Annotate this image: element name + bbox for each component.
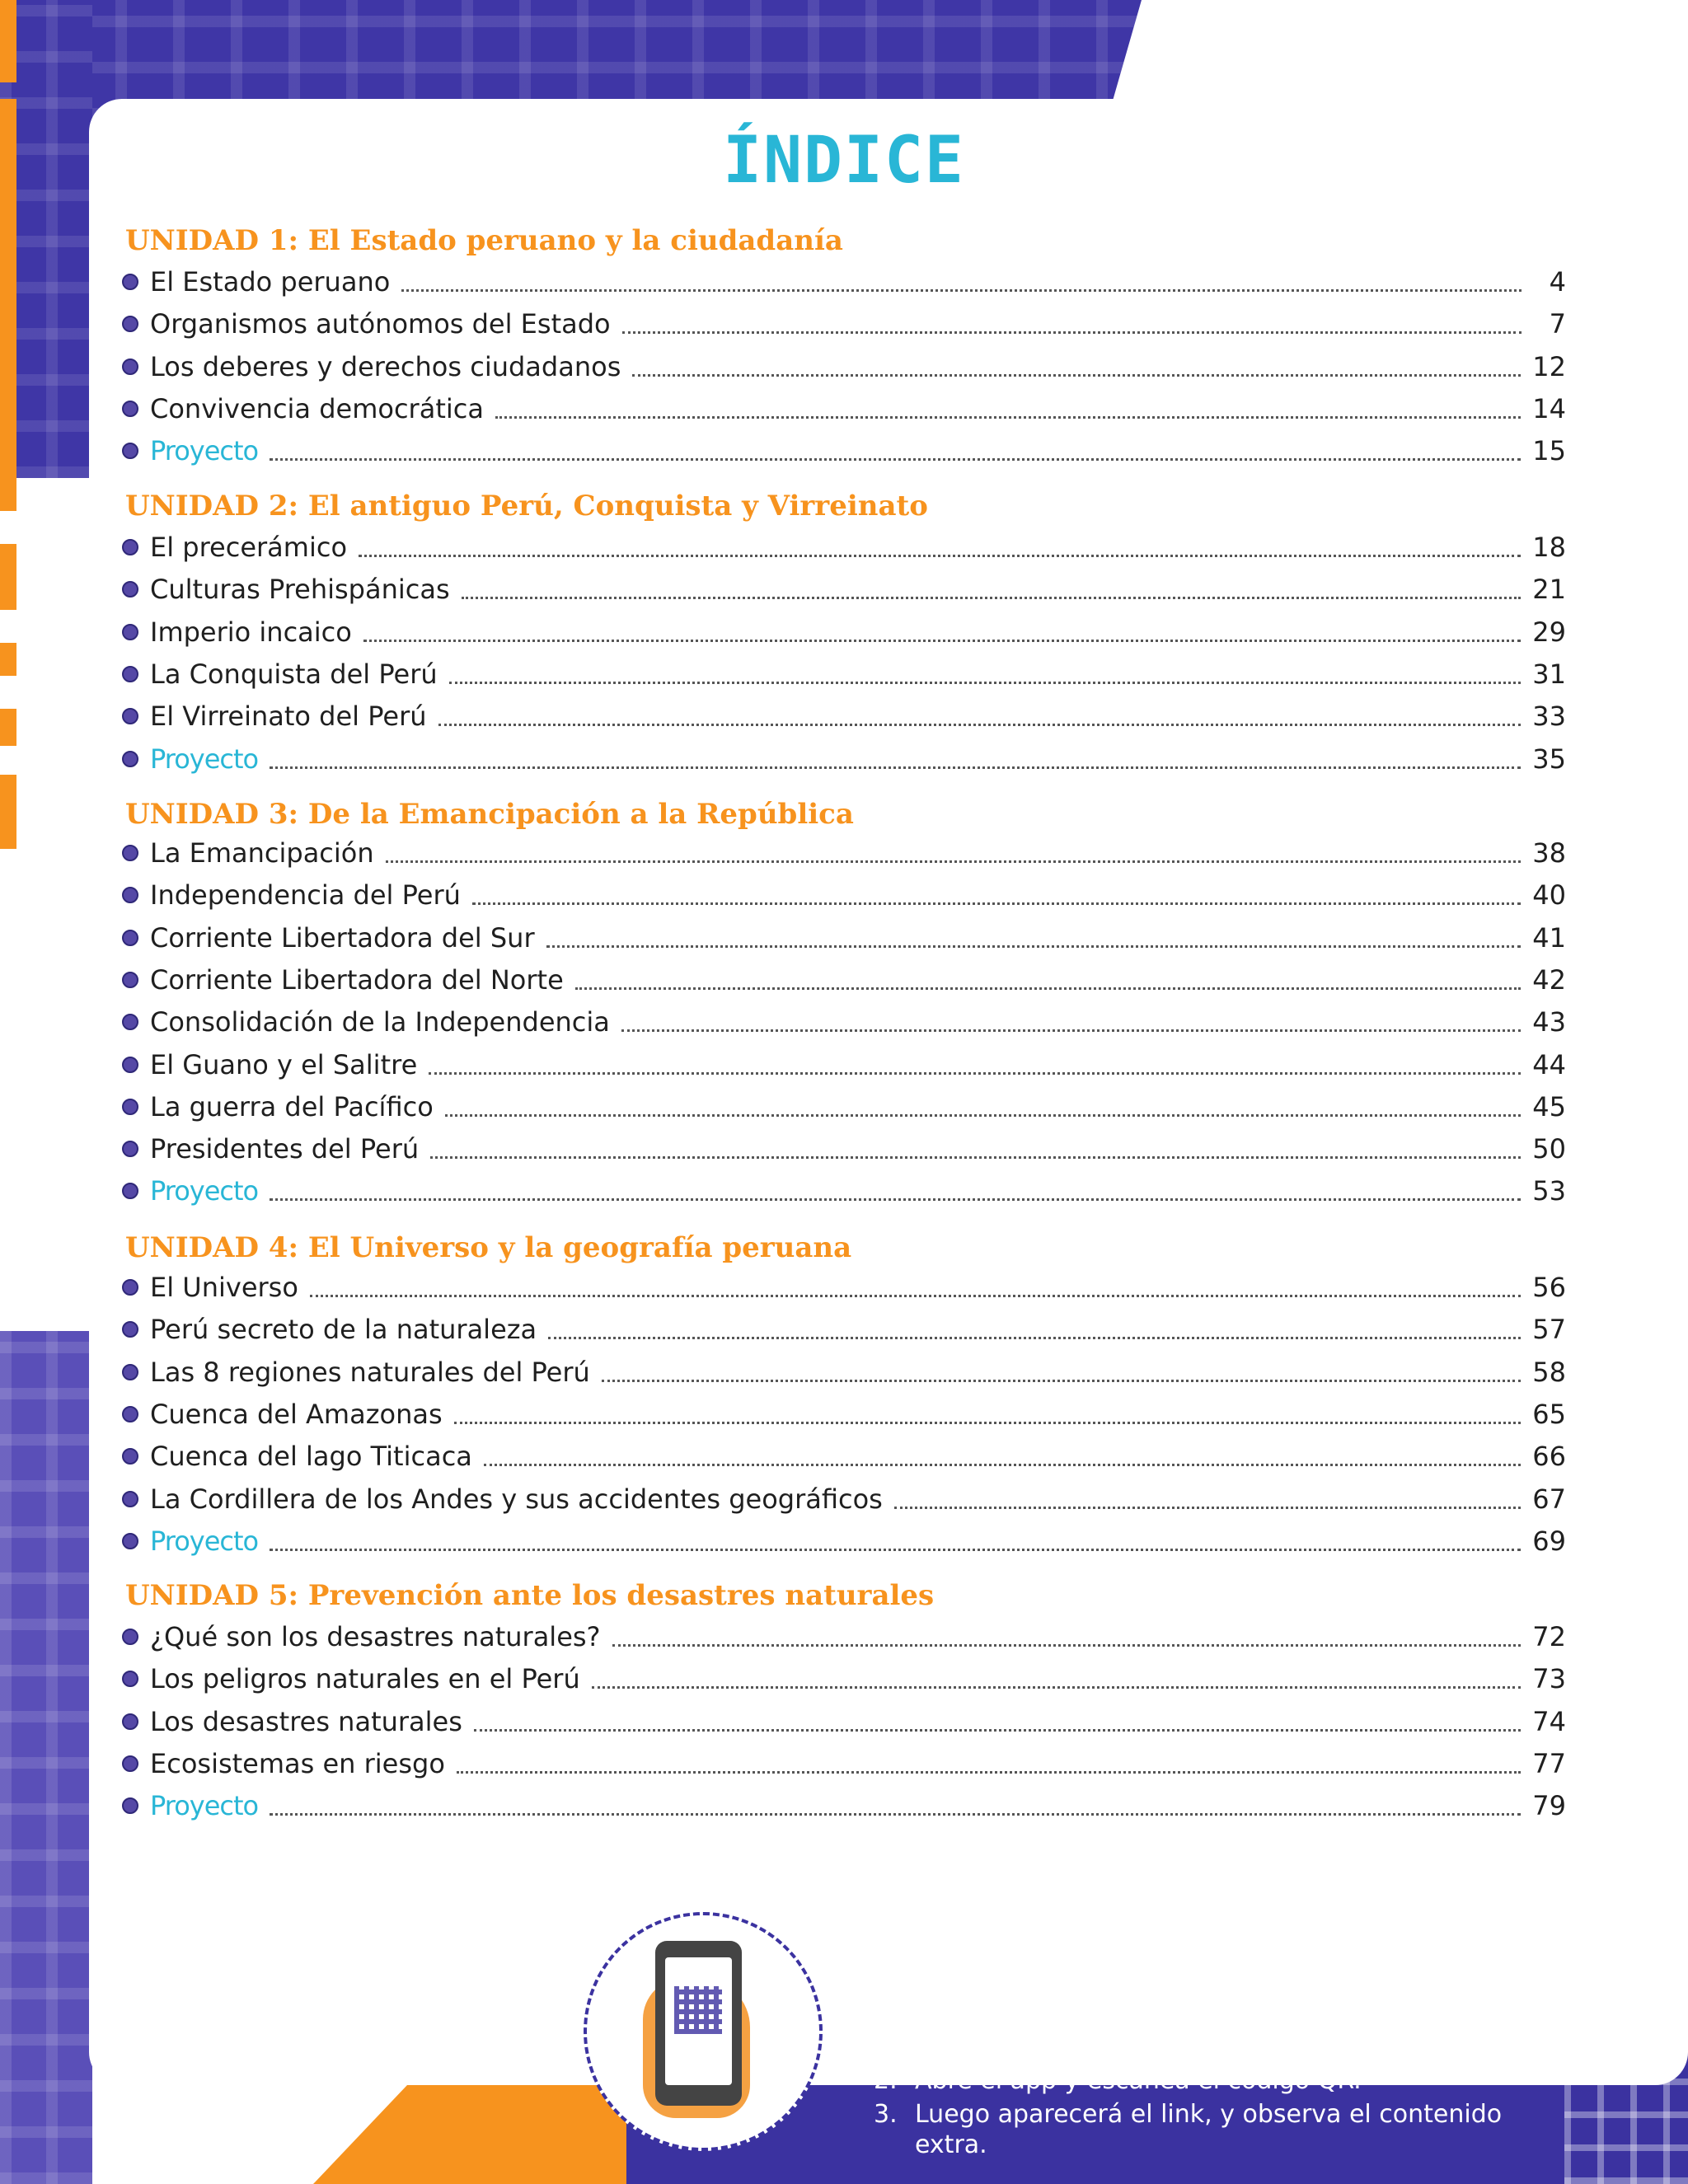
- toc-entry[interactable]: [122, 1354, 1566, 1390]
- toc-entry[interactable]: [122, 1619, 1566, 1655]
- circle-bullet-icon: [122, 1183, 138, 1199]
- toc-entry-page: 58: [1532, 1357, 1566, 1388]
- circle-bullet-icon: [122, 972, 138, 988]
- toc-entry-label: Corriente Libertadora del Norte: [150, 964, 564, 996]
- circle-bullet-icon: [122, 1014, 138, 1030]
- toc-entry-label: Cuenca del lago Titicaca: [150, 1441, 472, 1472]
- circle-bullet-icon: [122, 1364, 138, 1380]
- toc-entry-page: 4: [1549, 266, 1566, 298]
- circle-bullet-icon: [122, 539, 138, 555]
- toc-entry-page: 35: [1532, 743, 1566, 775]
- toc-entry[interactable]: [122, 877, 1566, 913]
- toc-entry-page: 50: [1532, 1133, 1566, 1165]
- circle-bullet-icon: [122, 1321, 138, 1338]
- dot-leader: [484, 1464, 1521, 1466]
- dot-leader: [445, 1114, 1522, 1117]
- dot-leader: [612, 1644, 1522, 1647]
- dot-leader: [575, 987, 1522, 990]
- toc-entry[interactable]: [122, 1269, 1566, 1305]
- dot-leader: [430, 1156, 1521, 1159]
- unit-title: UNIDAD 1: El Estado peruano y la ciudadanía: [125, 224, 843, 257]
- circle-bullet-icon: [122, 1491, 138, 1507]
- dot-leader: [429, 1072, 1521, 1075]
- circle-bullet-icon: [122, 666, 138, 682]
- toc-entry[interactable]: [122, 741, 1566, 777]
- dot-leader: [621, 1029, 1521, 1032]
- toc-entry[interactable]: [122, 920, 1566, 956]
- dot-leader: [270, 1549, 1521, 1551]
- toc-entry[interactable]: [122, 1661, 1566, 1697]
- toc-entry-page: 53: [1532, 1175, 1566, 1207]
- toc-entry-page: 69: [1532, 1526, 1566, 1557]
- toc-entry-label: Presidentes del Perú: [150, 1133, 420, 1165]
- toc-entry-page: 33: [1532, 701, 1566, 732]
- orange-strip: [0, 643, 16, 676]
- toc-entry[interactable]: [122, 698, 1566, 734]
- toc-entry-page: 77: [1532, 1748, 1566, 1779]
- dot-leader: [602, 1380, 1521, 1382]
- toc-entry-page: 66: [1532, 1441, 1566, 1472]
- orange-strip: [0, 544, 16, 610]
- toc-entry-page: 31: [1532, 658, 1566, 690]
- toc-entry-page: 21: [1532, 574, 1566, 605]
- toc-entry-label: La Conquista del Perú: [150, 658, 438, 690]
- dot-leader: [401, 289, 1522, 292]
- toc-entry-page: 65: [1532, 1399, 1566, 1430]
- dot-leader: [622, 331, 1522, 334]
- toc-entry-label: Ecosistemas en riesgo: [150, 1748, 445, 1779]
- toc-entry-label: Cuenca del Amazonas: [150, 1399, 443, 1430]
- toc-entry[interactable]: [122, 1311, 1566, 1347]
- qr-instructions: [874, 2001, 1558, 2163]
- dot-leader: [454, 1422, 1522, 1424]
- qr-step-text: En tu celular o tablet descarga el lector QR de tu preferencia.: [915, 2002, 1521, 2061]
- circle-bullet-icon: [122, 1629, 138, 1645]
- toc-entry-page: 74: [1532, 1706, 1566, 1737]
- dot-leader: [546, 945, 1522, 948]
- left-pattern-bottom: [0, 1331, 92, 2184]
- toc-entry-page: 14: [1532, 393, 1566, 424]
- toc-entry-page: 18: [1532, 532, 1566, 563]
- toc-entry[interactable]: [122, 1396, 1566, 1432]
- qr-step-text: Abre el app y escanea el código QR.: [915, 2066, 1362, 2095]
- toc-entry-label: Proyecto: [150, 435, 259, 466]
- toc-entry-label: Los desastres naturales: [150, 1706, 462, 1737]
- dot-leader: [495, 416, 1521, 419]
- toc-entry[interactable]: [122, 1004, 1566, 1040]
- toc-entry-page: 45: [1532, 1091, 1566, 1122]
- circle-bullet-icon: [122, 1797, 138, 1814]
- toc-entry-label: Las 8 regiones naturales del Perú: [150, 1357, 590, 1388]
- dot-leader: [270, 458, 1521, 461]
- toc-entry[interactable]: [122, 1481, 1566, 1517]
- toc-entry[interactable]: [122, 264, 1566, 300]
- toc-entry-label: La guerra del Pacífico: [150, 1091, 434, 1122]
- circle-bullet-icon: [122, 581, 138, 598]
- circle-bullet-icon: [122, 1713, 138, 1730]
- dot-leader: [270, 1813, 1521, 1816]
- toc-entry-page: 40: [1532, 879, 1566, 911]
- qr-step-number: 1.: [874, 2002, 898, 2031]
- toc-entry-page: 72: [1532, 1621, 1566, 1652]
- toc-entry-label: ¿Qué son los desastres naturales?: [150, 1621, 601, 1652]
- circle-bullet-icon: [122, 359, 138, 375]
- circle-bullet-icon: [122, 751, 138, 767]
- unit-title: UNIDAD 2: El antiguo Perú, Conquista y Virreinato: [125, 490, 928, 523]
- toc-entry[interactable]: [122, 433, 1566, 469]
- qr-step-text: Luego aparecerá el link, y observa el contenido extra.: [915, 2100, 1503, 2159]
- qr-step: [874, 2001, 1558, 2062]
- toc-entry-page: 38: [1532, 837, 1566, 869]
- toc-entry-page: 73: [1532, 1663, 1566, 1694]
- circle-bullet-icon: [122, 1533, 138, 1549]
- qr-step-number: 3.: [874, 2100, 898, 2129]
- dot-leader: [359, 555, 1521, 557]
- toc-entry-page: 43: [1532, 1006, 1566, 1038]
- dot-leader: [438, 724, 1522, 726]
- orange-strip: [0, 709, 16, 746]
- toc-entry-page: 12: [1532, 351, 1566, 382]
- toc-entry-page: 67: [1532, 1483, 1566, 1515]
- toc-entry-label: El Guano y el Salitre: [150, 1049, 418, 1080]
- unit-title: UNIDAD 5: Prevención ante los desastres naturales: [125, 1579, 935, 1612]
- toc-entry-label: Los peligros naturales en el Perú: [150, 1663, 580, 1694]
- toc-entry-page: 7: [1549, 308, 1566, 340]
- dot-leader: [474, 1729, 1521, 1732]
- circle-bullet-icon: [122, 887, 138, 903]
- dot-leader: [462, 597, 1522, 599]
- toc-entry[interactable]: [122, 391, 1566, 427]
- circle-bullet-icon: [122, 443, 138, 459]
- circle-bullet-icon: [122, 1755, 138, 1772]
- dot-leader: [270, 1198, 1521, 1201]
- toc-entry[interactable]: [122, 1704, 1566, 1740]
- dot-leader: [270, 766, 1521, 769]
- toc-entry[interactable]: [122, 1131, 1566, 1167]
- toc-entry[interactable]: [122, 1438, 1566, 1474]
- toc-entry-page: 15: [1532, 435, 1566, 466]
- circle-bullet-icon: [122, 1279, 138, 1296]
- toc-entry-label: Convivencia democrática: [150, 393, 484, 424]
- toc-entry[interactable]: [122, 656, 1566, 692]
- toc-entry-label: Consolidación de la Independencia: [150, 1006, 610, 1038]
- toc-entry-page: 44: [1532, 1049, 1566, 1080]
- qr-step: [874, 2099, 1558, 2160]
- dot-leader: [592, 1686, 1522, 1689]
- circle-bullet-icon: [122, 1099, 138, 1115]
- unit-title: UNIDAD 3: De la Emancipación a la República: [125, 798, 854, 831]
- toc-entry-label: Organismos autónomos del Estado: [150, 308, 611, 340]
- circle-bullet-icon: [122, 316, 138, 332]
- toc-entry[interactable]: [122, 962, 1566, 998]
- orange-strip: [0, 775, 16, 849]
- circle-bullet-icon: [122, 845, 138, 861]
- toc-entry[interactable]: [122, 1788, 1566, 1824]
- qr-step: [874, 2065, 1558, 2096]
- toc-entry-page: 56: [1532, 1272, 1566, 1303]
- circle-bullet-icon: [122, 708, 138, 724]
- toc-entry-label: Los deberes y derechos ciudadanos: [150, 351, 621, 382]
- dot-leader: [449, 682, 1522, 684]
- toc-entry[interactable]: [122, 835, 1566, 871]
- toc-entry-label: Proyecto: [150, 743, 259, 775]
- toc-entry-page: 79: [1532, 1790, 1566, 1821]
- toc-entry[interactable]: [122, 529, 1566, 565]
- toc-entry[interactable]: [122, 1173, 1566, 1209]
- circle-bullet-icon: [122, 274, 138, 290]
- dot-leader: [894, 1507, 1521, 1509]
- circle-bullet-icon: [122, 1671, 138, 1687]
- toc-entry-label: La Cordillera de los Andes y sus accidentes geográficos: [150, 1483, 883, 1515]
- circle-bullet-icon: [122, 1448, 138, 1465]
- toc-entry-page: 41: [1532, 922, 1566, 954]
- toc-entry-label: Proyecto: [150, 1175, 259, 1207]
- toc-entry-label: El precerámico: [150, 532, 348, 563]
- toc-entry-label: Perú secreto de la naturaleza: [150, 1314, 537, 1345]
- toc-entry[interactable]: [122, 1089, 1566, 1125]
- dot-leader: [472, 902, 1521, 905]
- toc-entry-label: Corriente Libertadora del Sur: [150, 922, 535, 954]
- page-title: ÍNDICE: [723, 124, 965, 198]
- dot-leader: [363, 640, 1521, 642]
- toc-entry[interactable]: [122, 1523, 1566, 1559]
- toc-entry-label: El Estado peruano: [150, 266, 391, 298]
- dot-leader: [632, 374, 1521, 377]
- toc-entry-label: Imperio incaico: [150, 616, 352, 648]
- toc-entry[interactable]: [122, 1047, 1566, 1083]
- qr-code-icon: [674, 1986, 722, 2034]
- toc-entry[interactable]: [122, 571, 1566, 607]
- circle-bullet-icon: [122, 1057, 138, 1073]
- toc-entry[interactable]: [122, 349, 1566, 385]
- toc-entry-page: 42: [1532, 964, 1566, 996]
- toc-entry-label: El Universo: [150, 1272, 298, 1303]
- toc-entry-label: Culturas Prehispánicas: [150, 574, 450, 605]
- orange-strip: [0, 0, 16, 82]
- toc-entry[interactable]: [122, 614, 1566, 650]
- dot-leader: [548, 1337, 1521, 1339]
- toc-entry-label: Proyecto: [150, 1790, 259, 1821]
- toc-entry-label: La Emancipación: [150, 837, 374, 869]
- toc-entry-label: Independencia del Perú: [150, 879, 461, 911]
- unit-title: UNIDAD 4: El Universo y la geografía peruana: [125, 1231, 852, 1264]
- circle-bullet-icon: [122, 1406, 138, 1422]
- dot-leader: [457, 1771, 1521, 1774]
- toc-entry[interactable]: [122, 306, 1566, 342]
- circle-bullet-icon: [122, 401, 138, 417]
- dot-leader: [386, 860, 1522, 863]
- toc-entry[interactable]: [122, 1746, 1566, 1782]
- dot-leader: [310, 1295, 1521, 1297]
- toc-entry-label: El Virreinato del Perú: [150, 701, 427, 732]
- toc-entry-page: 57: [1532, 1314, 1566, 1345]
- qr-step-number: 2.: [874, 2066, 898, 2095]
- toc-entry-label: Proyecto: [150, 1526, 259, 1557]
- circle-bullet-icon: [122, 1141, 138, 1157]
- circle-bullet-icon: [122, 930, 138, 946]
- toc-entry-page: 29: [1532, 616, 1566, 648]
- circle-bullet-icon: [122, 624, 138, 640]
